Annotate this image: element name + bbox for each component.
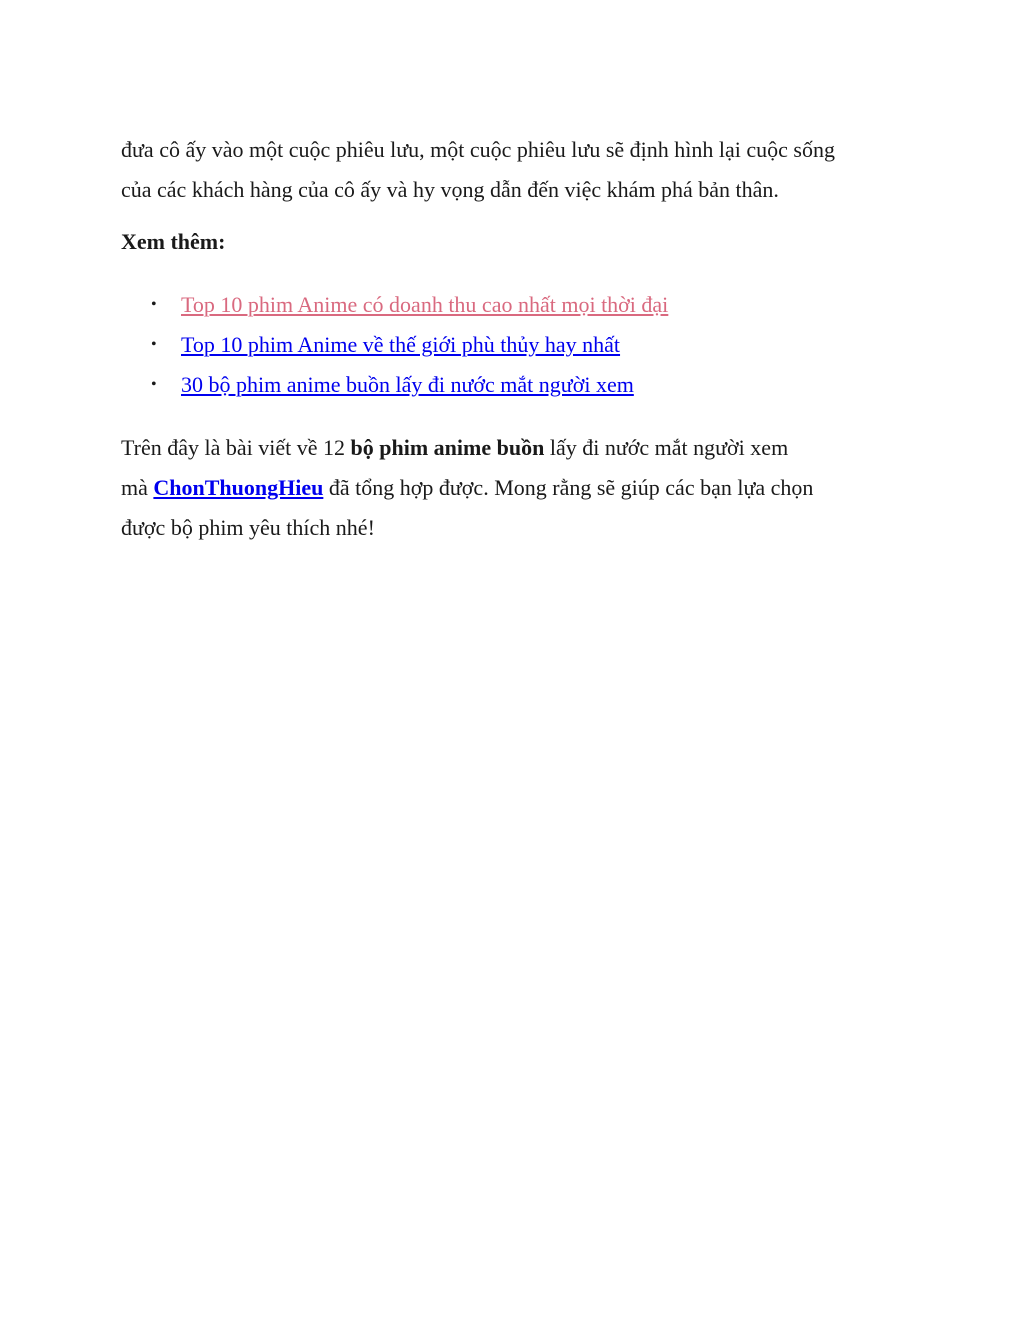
closing-line-3: được bộ phim yêu thích nhé! xyxy=(121,515,375,540)
related-link-top10-revenue[interactable]: Top 10 phim Anime có doanh thu cao nhất mọi thời đại xyxy=(181,292,669,317)
intro-line-2: của các khách hàng của cô ấy và hy vọng dẫn đến việc khám phá bản thân. xyxy=(121,177,779,202)
closing-text: Trên đây là bài viết về 12 xyxy=(121,435,351,460)
closing-text: mà xyxy=(121,475,154,500)
closing-text: đã tổng hợp được. Mong rằng sẽ giúp các bạn lựa chọn xyxy=(323,475,814,500)
list-item xyxy=(121,365,668,405)
bullet-icon: • xyxy=(151,336,157,353)
closing-paragraph xyxy=(121,428,911,548)
closing-line-1 xyxy=(121,428,911,468)
intro-line-1: đưa cô ấy vào một cuộc phiêu lưu, một cuộc phiêu lưu sẽ định hình lại cuộc sống xyxy=(121,137,835,162)
closing-line-2 xyxy=(121,468,911,508)
document-page xyxy=(121,130,911,540)
bullet-icon: • xyxy=(151,296,157,313)
list-item xyxy=(121,285,668,325)
brand-link[interactable]: ChonThuongHieu xyxy=(153,475,324,500)
intro-paragraph xyxy=(121,130,911,210)
closing-bold-text: bộ phim anime buồn xyxy=(350,435,545,460)
related-links-list xyxy=(121,285,668,405)
see-more-heading: Xem thêm: xyxy=(121,229,226,254)
related-link-30-sad-anime[interactable]: 30 bộ phim anime buồn lấy đi nước mắt người xem xyxy=(181,372,634,397)
list-item xyxy=(121,325,668,365)
bullet-icon: • xyxy=(151,376,157,393)
related-link-top10-wizard[interactable]: Top 10 phim Anime về thế giới phù thủy hay nhất xyxy=(181,332,621,357)
closing-text: lấy đi nước mắt người xem xyxy=(544,435,789,460)
